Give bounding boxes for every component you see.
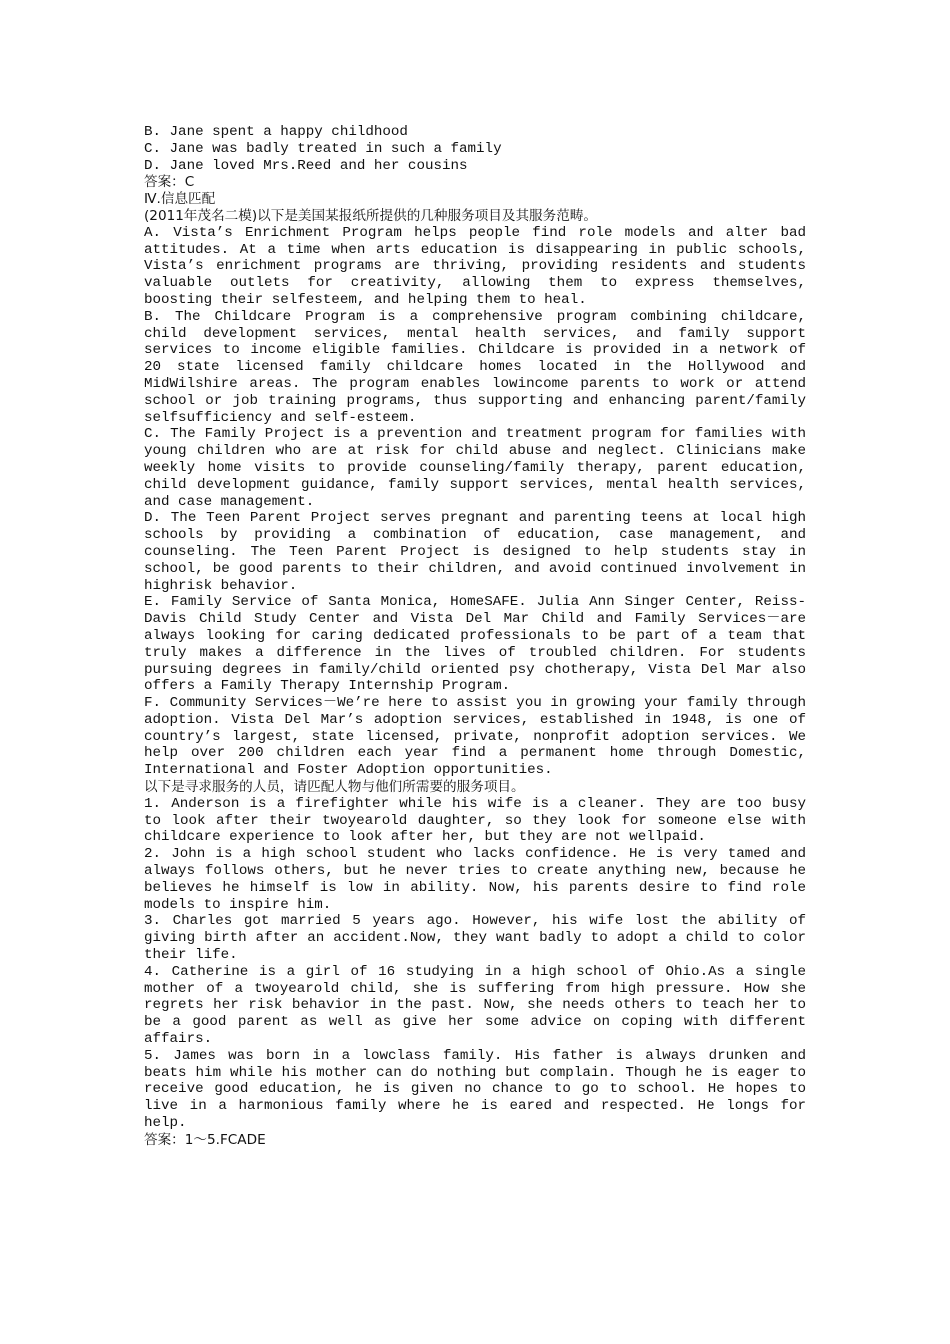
answer-1: 答案：C xyxy=(144,174,195,191)
person-2: 2. John is a high school student who lacks confidence. He is very tamed and always follows others, but he never tries to create anything new, because he believes he himself is low in ability. Now, his parents desire to find role models to inspire him. xyxy=(144,846,806,913)
section-intro: (2011年茂名二模)以下是美国某报纸所提供的几种服务项目及其服务范畴。 xyxy=(144,207,598,224)
person-1: 1. Anderson is a firefighter while his wife is a cleaner. They are too busy to look after their twoyearold daughter, so they look for someone else with childcare experience to look after her, but they are not wellpaid. xyxy=(144,795,806,846)
service-c: C. The Family Project is a prevention and treatment program for families with young children who are at risk for child abuse and neglect. Clinicians make weekly home visits to provide counseling/family therapy, parent education, child development guidance, family support services, mental health services, and case management. xyxy=(144,426,806,510)
option-c: C. Jane was badly treated in such a family xyxy=(144,140,502,157)
service-e: E. Family Service of Santa Monica, HomeSAFE. Julia Ann Singer Center, Reiss-Davis Child Study Center and Vista Del Mar Child and Family Services－are always looking for caring dedicated professionals to be part of a team that truly makes a difference in the lives of troubled children. For students pursuing degrees in family/child oriented psy chotherapy, Vista Del Mar also offers a Family Therapy Internship Program. xyxy=(144,594,806,695)
service-a: A. Vista’s Enrichment Program helps people find role models and alter bad attitudes. At a time when arts education is disappearing in public schools, Vista’s enrichment programs are thriving, providing residents and students valuable outlets for creativity, allowing them to express themselves, boosting their selfesteem, and helping them to heal. xyxy=(144,224,806,308)
person-4: 4. Catherine is a girl of 16 studying in a high school of Ohio.As a single mother of a twoyearold child, she is suffering from high pressure. How she regrets her risk behavior in the past. Now, she needs others to teach her to be a good parent as well as give her some advice on coping with different affairs. xyxy=(144,963,806,1048)
person-3: 3. Charles got married 5 years ago. However, his wife lost the ability of giving birth after an accident.Now, they want badly to adopt a child to color their life. xyxy=(144,913,806,964)
service-d: D. The Teen Parent Project serves pregnant and parenting teens at local high schools by providing a combination of education, case management, and counseling. The Teen Parent Project is designed to help students stay in school, be good parents to their children, and avoid continued involvement in highrisk behavior. xyxy=(144,510,806,594)
option-b: B. Jane spent a happy childhood xyxy=(144,124,408,140)
service-f: F. Community Services－We’re here to assist you in growing your family through adoption. Vista Del Mar’s adoption services, established in 1948, is one of country’s largest, state licensed, private, nonprofit adoption services. We help over 200 children each year find a permanent home through Domestic, International and Foster Adoption opportunities. xyxy=(144,695,806,779)
answer-2: 答案：1～5.FCADE xyxy=(144,1131,266,1148)
section-title: Ⅳ.信息匹配 xyxy=(144,191,216,208)
people-intro: 以下是寻求服务的人员，请匹配人物与他们所需要的服务项目。 xyxy=(144,779,525,796)
person-5: 5. James was born in a lowclass family. His father is always drunken and beats him while his mother can do nothing but complain. Though he is eager to receive good education, he is given no chance to go to school. He hopes to live in a harmonious family where he is eared and respected. He longs for help. xyxy=(144,1047,806,1132)
document-page xyxy=(144,124,806,1149)
option-d: D. Jane loved Mrs.Reed and her cousins xyxy=(144,157,468,174)
service-b: B. The Childcare Program is a comprehensive program combining childcare, child development services, mental health services, and family support services to income eligible families. Childcare is provided in a network of 20 state licensed family childcare homes located in the Hollywood and MidWilshire areas. The program enables lowincome parents to work or attend school or job training programs, thus supporting and enhancing parent/family selfsufficiency and self-esteem. xyxy=(144,308,806,426)
